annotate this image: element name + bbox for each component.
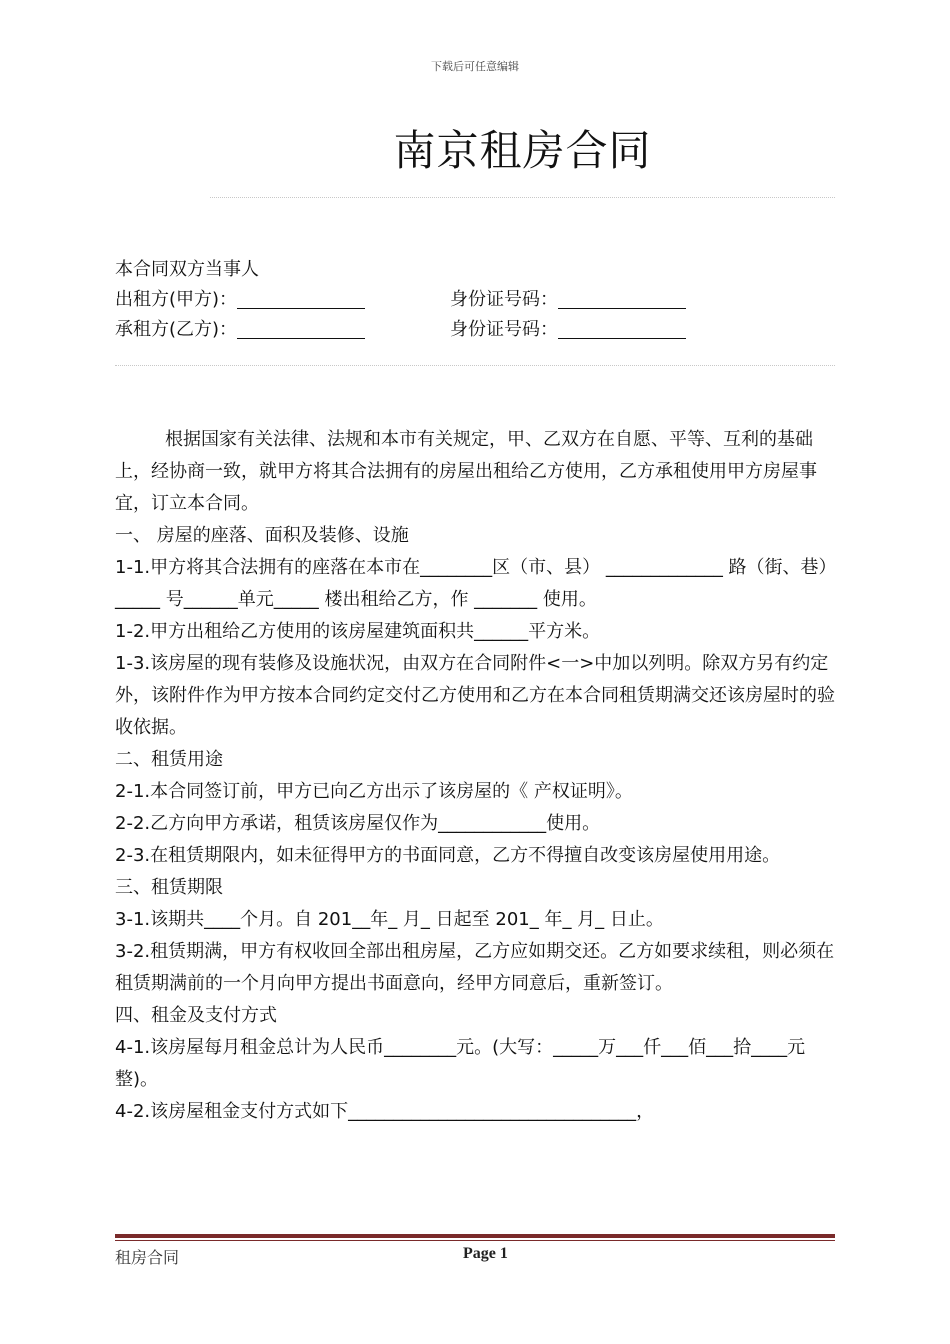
section-3-heading: 三、租赁期限	[115, 877, 223, 898]
parties-divider	[115, 365, 835, 366]
lessee-name-blank	[237, 318, 365, 339]
title-divider	[210, 197, 835, 198]
section-4-heading: 四、租金及支付方式	[115, 1005, 277, 1026]
lessor-row	[115, 285, 835, 315]
parties-heading-row	[115, 255, 835, 285]
clause-1-2: 1-2.甲方出租给乙方使用的该房屋建筑面积共______平方米。	[115, 621, 601, 642]
clause-2-1: 2-1.本合同签订前，甲方已向乙方出示了该房屋的《 产权证明》。	[115, 781, 633, 802]
lessee-id-group	[450, 315, 686, 345]
document-title: 南京租房合同	[393, 126, 652, 175]
contract-body	[115, 424, 835, 1128]
preamble-paragraph: 根据国家有关法律、法规和本市有关规定，甲、乙双方在自愿、平等、互利的基础上，经协商一致，就甲方将其合法拥有的房屋出租给乙方使用，乙方承租使用甲方房屋事宜，订立本合同。	[115, 429, 817, 514]
lessor-name-blank	[237, 288, 365, 309]
parties-section	[115, 255, 835, 345]
clause-3-1: 3-1.该期共____个月。自 201__年_ 月_ 日起至 201_ 年_ 月_ 日止。	[115, 909, 664, 930]
lessee-row	[115, 315, 835, 345]
lessee-label: 承租方(乙方)：	[115, 319, 238, 340]
lessee-id-blank	[558, 318, 686, 339]
clause-3-2: 3-2.租赁期满，甲方有权收回全部出租房屋，乙方应如期交还。乙方如要求续租，则必须在租赁期满前的一个月向甲方提出书面意向，经甲方同意后，重新签订。	[115, 941, 835, 994]
lessor-label: 出租方(甲方)：	[115, 289, 238, 310]
footer-rule	[115, 1234, 835, 1241]
lessee-id-label: 身份证号码：	[450, 319, 558, 340]
lessor-id-blank	[558, 288, 686, 309]
section-2-heading: 二、租赁用途	[115, 749, 223, 770]
clause-1-1: 1-1.甲方将其合法拥有的座落在本市在________区（市、县） _____________ 路（街、巷）_____ 号______单元_____ 楼出租给乙方，作 _______ 使用。	[115, 557, 828, 610]
clause-4-2: 4-2.该房屋租金支付方式如下________________________________，	[115, 1101, 655, 1122]
clause-2-3: 2-3.在租赁期限内，如未征得甲方的书面同意，乙方不得擅自改变该房屋使用用途。	[115, 845, 781, 866]
clause-2-2: 2-2.乙方向甲方承诺，租赁该房屋仅作为____________使用。	[115, 813, 601, 834]
footer-page-number: Page 1	[463, 1245, 508, 1262]
parties-heading: 本合同双方当事人	[115, 259, 259, 280]
lessor-id-group	[450, 285, 686, 315]
footer-doc-name: 租房合同	[115, 1248, 180, 1267]
clause-4-1: 4-1.该房屋每月租金总计为人民币________元。(大写：_____万___仟___佰___拾____元整)。	[115, 1037, 806, 1090]
header-note: 下载后可任意编辑	[431, 60, 519, 73]
section-1-heading: 一、 房屋的座落、面积及装修、设施	[115, 525, 409, 546]
lessor-id-label: 身份证号码：	[450, 289, 558, 310]
clause-1-3: 1-3.该房屋的现有装修及设施状况，由双方在合同附件<一>中加以列明。除双方另有约定外，该附件作为甲方按本合同约定交付乙方使用和乙方在本合同租赁期满交还该房屋时的验收依据。	[115, 653, 835, 738]
